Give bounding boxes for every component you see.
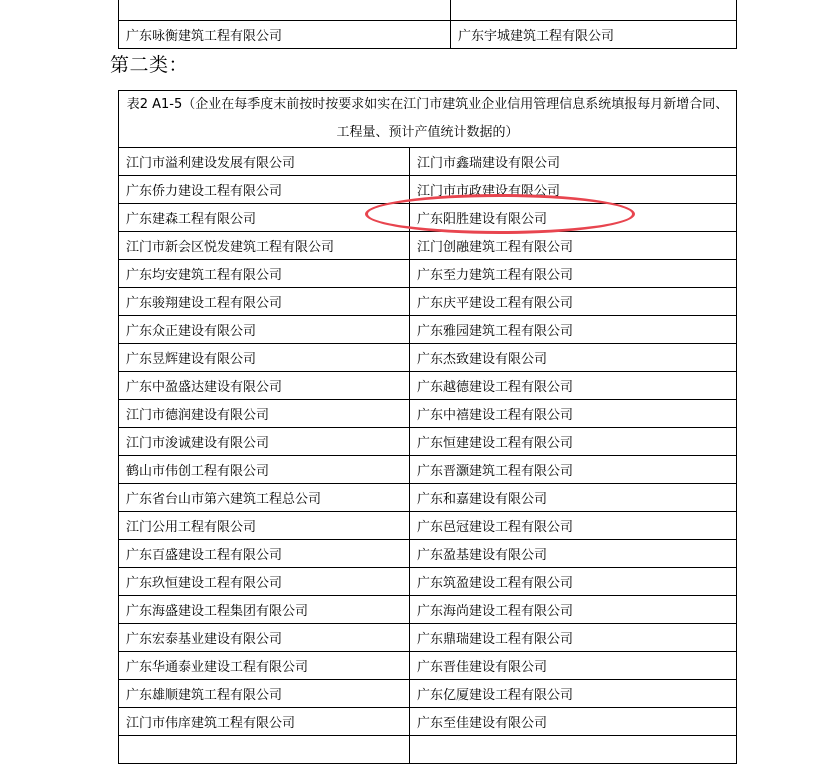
company-name-left: 江门公用工程有限公司 (119, 512, 410, 540)
table-row (119, 540, 737, 568)
company-name-right: 广东邑冠建设工程有限公司 (410, 512, 737, 540)
company-name-right: 江门市市政建设有限公司 (410, 176, 737, 204)
company-name-left: 广东雄顺建筑工程有限公司 (119, 680, 410, 708)
company-name-left: 广东均安建筑工程有限公司 (119, 260, 410, 288)
company-name-right: 广东杰致建设有限公司 (410, 344, 737, 372)
company-name-right: 广东宇城建筑工程有限公司 (451, 21, 737, 49)
company-name-right: 广东晋佳建设有限公司 (410, 652, 737, 680)
company-name-left: 广东昱辉建设有限公司 (119, 344, 410, 372)
company-name-left: 江门市伟庠建筑工程有限公司 (119, 708, 410, 736)
company-name-left: 广东骏翔建设工程有限公司 (119, 288, 410, 316)
table-row (119, 708, 737, 736)
company-name-right (451, 0, 737, 21)
company-name-left: 江门市浚诚建设有限公司 (119, 428, 410, 456)
company-name-right: 广东中禧建设工程有限公司 (410, 400, 737, 428)
company-name-left: 广东玖恒建设工程有限公司 (119, 568, 410, 596)
company-name-right: 广东越德建设工程有限公司 (410, 372, 737, 400)
company-name-right: 广东晋灏建筑工程有限公司 (410, 456, 737, 484)
company-name-left: 广东海盛建设工程集团有限公司 (119, 596, 410, 624)
table-row (119, 624, 737, 652)
previous-section-table (118, 0, 737, 49)
table-row (119, 260, 737, 288)
table-row (119, 316, 737, 344)
table-row (119, 568, 737, 596)
company-name-right: 广东恒建建设工程有限公司 (410, 428, 737, 456)
table-row (119, 204, 737, 232)
company-name-right: 广东阳胜建设有限公司 (410, 204, 737, 232)
table-caption: 表2 A1-5（企业在每季度末前按时按要求如实在江门市建筑业企业信用管理信息系统填报每月新增合同、工程量、预计产值统计数据的） (119, 91, 737, 148)
company-name-left: 广东侨力建设工程有限公司 (119, 176, 410, 204)
table-row (119, 288, 737, 316)
table-row (119, 512, 737, 540)
company-name-left: 广东咏衡建筑工程有限公司 (119, 21, 451, 49)
table-row (119, 456, 737, 484)
company-name-right: 广东海尚建设工程有限公司 (410, 596, 737, 624)
table-caption-row (119, 91, 737, 148)
table-row (119, 0, 737, 21)
company-name-right: 广东雅园建筑工程有限公司 (410, 316, 737, 344)
company-name-left: 广东百盛建设工程有限公司 (119, 540, 410, 568)
company-name-left: 广东中盈盛达建设有限公司 (119, 372, 410, 400)
table-row (119, 652, 737, 680)
company-name-left: 江门市德润建设有限公司 (119, 400, 410, 428)
company-name-left: 江门市溢利建设发展有限公司 (119, 148, 410, 176)
table-row (119, 372, 737, 400)
company-name-right: 广东至力建筑工程有限公司 (410, 260, 737, 288)
table-row (119, 736, 737, 764)
company-name-left: 广东建森工程有限公司 (119, 204, 410, 232)
table-row (119, 176, 737, 204)
company-name-left (119, 0, 451, 21)
table-row (119, 680, 737, 708)
company-name-right (410, 736, 737, 764)
table-row (119, 428, 737, 456)
company-name-right: 广东筑盈建设工程有限公司 (410, 568, 737, 596)
company-name-right: 广东庆平建设工程有限公司 (410, 288, 737, 316)
table-row (119, 21, 737, 49)
company-list-table (118, 90, 737, 764)
company-name-left: 江门市新会区悦发建筑工程有限公司 (119, 232, 410, 260)
company-name-left: 广东华通泰业建设工程有限公司 (119, 652, 410, 680)
table-row (119, 484, 737, 512)
table-row (119, 148, 737, 176)
table-row (119, 400, 737, 428)
table-row (119, 232, 737, 260)
company-name-left: 广东众正建设有限公司 (119, 316, 410, 344)
company-name-right: 广东盈基建设有限公司 (410, 540, 737, 568)
company-name-right: 江门市鑫瑞建设有限公司 (410, 148, 737, 176)
company-name-right: 江门创融建筑工程有限公司 (410, 232, 737, 260)
company-name-right: 广东鼎瑞建设工程有限公司 (410, 624, 737, 652)
company-name-right: 广东至佳建设有限公司 (410, 708, 737, 736)
company-name-left (119, 736, 410, 764)
company-name-left: 鹤山市伟创工程有限公司 (119, 456, 410, 484)
company-name-right: 广东和嘉建设有限公司 (410, 484, 737, 512)
table-row (119, 596, 737, 624)
company-name-right: 广东亿厦建设工程有限公司 (410, 680, 737, 708)
company-name-left: 广东宏泰基业建设有限公司 (119, 624, 410, 652)
company-name-left: 广东省台山市第六建筑工程总公司 (119, 484, 410, 512)
table-row (119, 344, 737, 372)
section-heading: 第二类： (110, 54, 189, 76)
